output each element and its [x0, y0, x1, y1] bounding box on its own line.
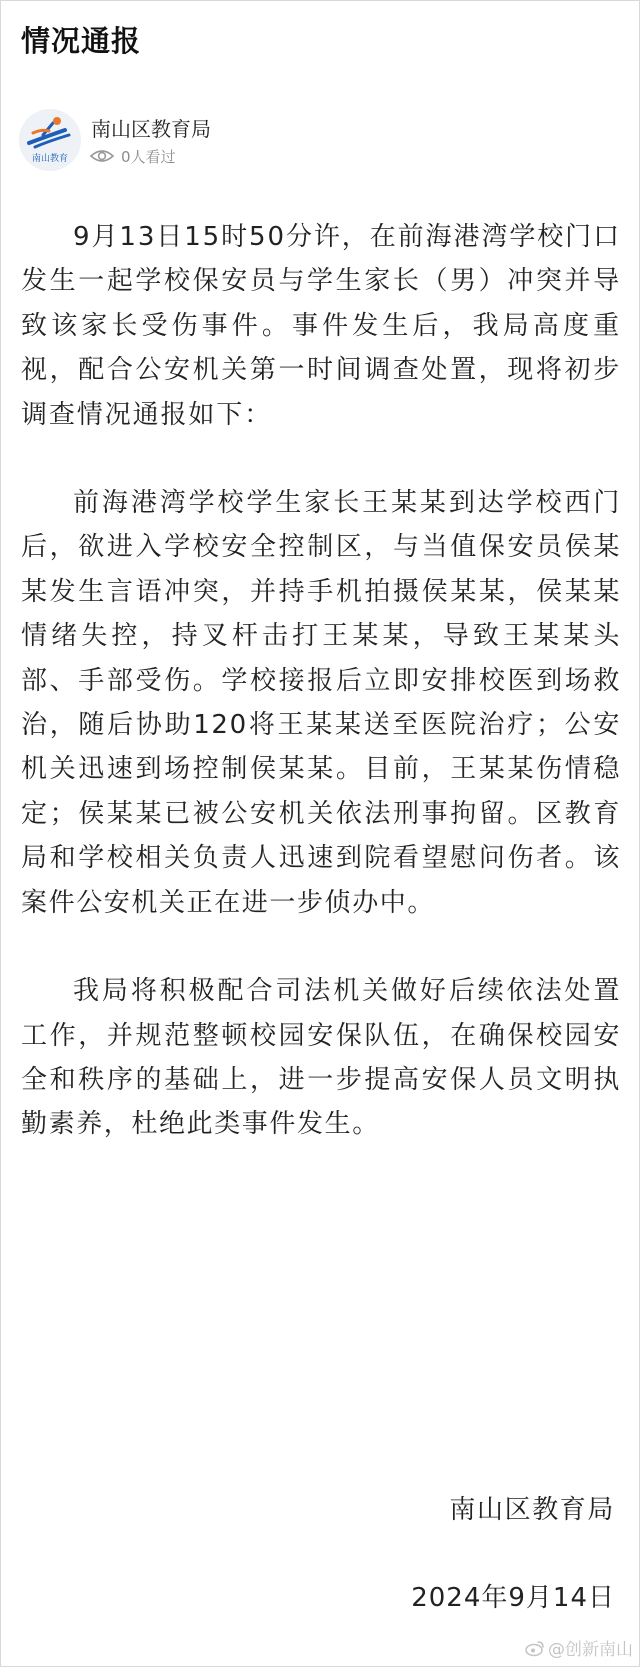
article-paragraph: 9月13日15时50分许，在前海港湾学校门口发生一起学校保安员与学生家长（男）冲突并导致该家长受伤事件。事件发生后，我局高度重视，配合公安机关第一时间调查处置，现将初步调查情况通报如下：	[21, 222, 621, 430]
author-avatar[interactable]	[19, 109, 81, 171]
watermark-text: @创新南山	[548, 1640, 633, 1660]
article-paragraph: 前海港湾学校学生家长王某某到达学校西门后，欲进入学校安全控制区，与当值保安员侯某某发生言语冲突，并持手机拍摄侯某某，侯某某情绪失控，持叉杆击打王某某，导致王某某头部、手部受伤。学校接报后立即安排校医到场救治，随后协助120将王某某送至医院治疗；公安机关迅速到场控制侯某某。目前，王某某伤情稳定；侯某某已被公安机关依法刑事拘留。区教育局和学校相关负责人迅速到院看望慰问伤者。该案件公安机关正在进一步侦办中。	[21, 488, 621, 918]
article-paragraph: 我局将积极配合司法机关做好后续依法处置工作，并规范整顿校园安保队伍，在确保校园安全和秩序的基础上，进一步提高安保人员文明执勤素养，杜绝此类事件发生。	[21, 976, 621, 1140]
page-title: 情况通报	[21, 24, 142, 58]
nanshan-education-logo-icon	[19, 109, 81, 171]
signature-date: 2024年9月14日	[411, 1583, 615, 1613]
weibo-icon	[525, 1639, 545, 1657]
article-body	[21, 215, 621, 1147]
author-header	[19, 109, 619, 173]
eye-icon	[89, 147, 115, 165]
signature-organization: 南山区教育局	[449, 1495, 615, 1525]
watermark	[525, 1635, 633, 1660]
author-name[interactable]: 南山区教育局	[91, 117, 211, 141]
view-count-row	[89, 145, 176, 167]
logo-text: 南山教育	[31, 154, 69, 164]
view-count: 0人看过	[121, 147, 176, 166]
